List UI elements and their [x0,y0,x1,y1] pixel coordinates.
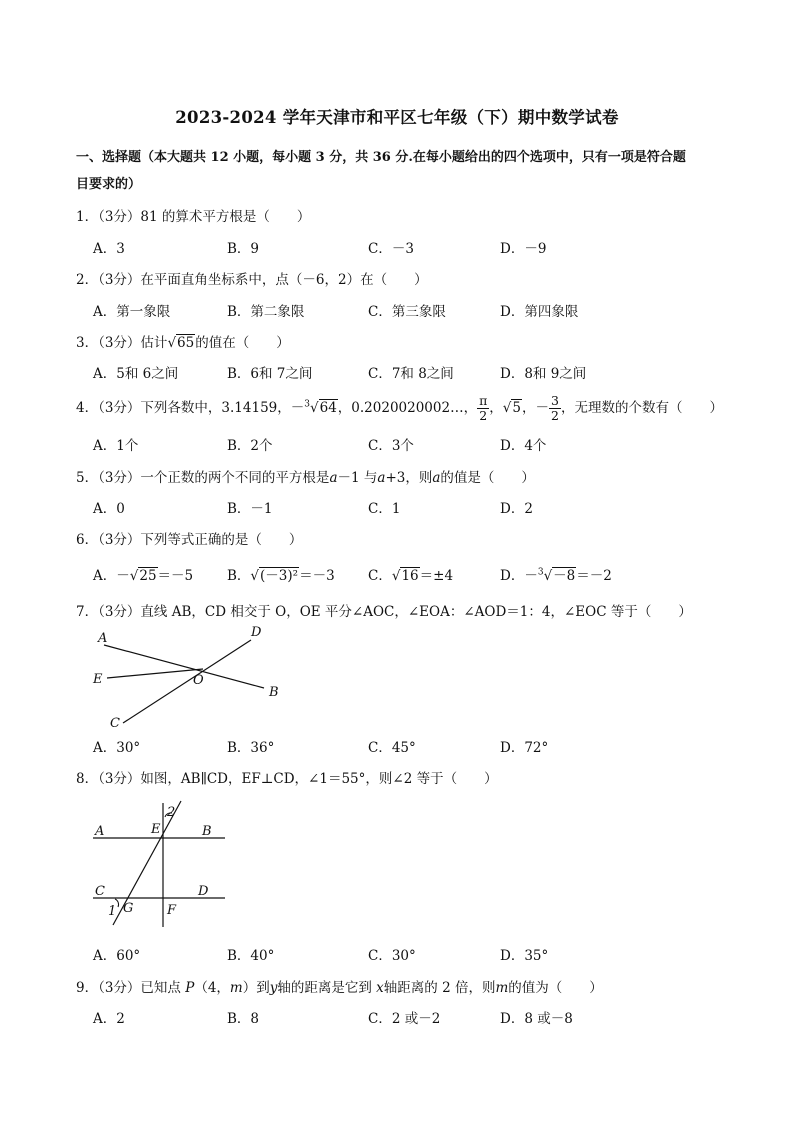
q5-option-b[interactable]: B．－1 [227,501,273,517]
q7-option-b[interactable]: B．36° [227,740,275,756]
fraction-denominator: 2 [551,408,559,423]
sqrt-symbol: √(－3)² [250,568,299,584]
pi-denominator: 2 [479,408,488,423]
q8-option-a[interactable]: A．60° [93,948,141,964]
label-f: F [167,903,177,918]
question-1-options [93,237,713,257]
label-c: C [95,884,105,899]
q5-option-d[interactable]: D．2 [500,501,533,517]
label-e: E [151,822,161,837]
q9-var-x: x [376,980,384,996]
sqrt-symbol: √5 [502,400,521,416]
q9-var-m: m [229,980,243,996]
q6-d-radicand: －8 [553,568,576,584]
q3-option-d[interactable]: D．8和 9之间 [500,366,587,382]
q7-option-a[interactable]: A．30° [93,740,141,756]
label-e: E [93,672,103,687]
question-7-options [93,736,713,756]
q4-minus: ，－ [522,400,549,416]
q4-stem-pre: 4．（3分）下列各数中，3.14159，－ [76,400,305,416]
section-line-2: 目要求的） [76,177,142,192]
q5-option-a[interactable]: A．0 [93,501,125,517]
label-angle-2: 2 [167,805,176,820]
q5-var-a: a [329,470,338,486]
label-c: C [110,716,120,731]
line-cd [123,640,251,723]
question-4-options [93,434,713,454]
q4-stem-post: ，无理数的个数有（ ） [560,400,723,416]
question-2-options [93,300,713,320]
question-8-stem: 8．（3分）如图，AB∥CD，EF⊥CD，∠1＝55°，则∠2 等于（ ） [76,771,498,787]
label-a: A [95,824,105,839]
fraction-3-2 [549,394,561,423]
label-g: G [123,901,134,916]
q3-option-b[interactable]: B．6和 7之间 [227,366,313,382]
question-2-stem: 2．（3分）在平面直角坐标系中，点（－6，2）在（ ） [76,272,428,288]
q3-stem-pre: 3．（3分）估计 [76,335,168,351]
question-1-stem: 1．（3分）81 的算术平方根是（ ） [76,209,311,225]
q3-option-a[interactable]: A．5和 6之间 [93,366,179,382]
q5-var-a: a [377,470,386,486]
q4-option-d[interactable]: D．4个 [500,438,547,454]
label-d: D [251,625,262,640]
q5-var-a: a [432,470,441,486]
q4-root-index: 3 [304,399,310,410]
pi-fraction [477,394,489,423]
question-6-stem: 6．（3分）下列等式正确的是（ ） [76,532,303,548]
sqrt-symbol: √65 [167,335,195,351]
fraction-numerator: 3 [551,393,559,408]
q6-d-post: ＝－2 [576,568,612,584]
question-6-options [93,564,713,584]
q6-a-post: ＝－5 [157,568,194,584]
q1-option-c[interactable]: C．－3 [368,241,414,257]
q4-sep: ， [489,400,503,416]
question-9-stem [76,976,603,996]
q1-option-d[interactable]: D．－9 [500,241,547,257]
label-b: B [202,824,212,839]
q4-radicand-2: 5 [512,400,521,416]
q6-a-radicand: 25 [139,568,157,584]
label-o: O [193,673,204,688]
q9-stem-pre: 9．（3分）已知点 [76,980,181,996]
q6-a-pre: A．－ [93,568,130,584]
cube-root-symbol: √－8 [543,568,576,584]
question-5-stem [76,466,535,486]
q7-figure [85,620,295,732]
question-3-stem [76,331,290,351]
question-8-options [93,944,713,964]
label-d: D [198,884,209,899]
q9-point-p: P [185,980,195,996]
q9-stem-mid: 轴的距离是它到 [277,980,372,996]
q6-c-pre: C． [368,568,392,584]
question-5-options [93,497,713,517]
q6-b-pre: B． [227,568,251,584]
q4-stem-mid: ，0.2020020002…， [337,400,478,416]
ray-oe [107,669,203,678]
q8-option-b[interactable]: B．40° [227,948,275,964]
section-header [76,144,726,198]
q4-option-a[interactable]: A．1个 [93,438,139,454]
q4-option-c[interactable]: C．3个 [368,438,414,454]
q6-d-root-index: 3 [537,567,544,578]
sqrt-symbol: √16 [391,568,419,584]
q1-option-a[interactable]: A．3 [93,241,125,257]
cube-root-symbol: √64 [310,400,337,416]
label-a: A [98,631,108,646]
q6-c-radicand: 16 [401,568,419,584]
page-title: 2023-2024 学年天津市和平区七年级（下）期中数学试卷 [175,108,619,127]
question-4-stem [76,394,723,423]
q3-stem-post: 的值在（ ） [195,335,290,351]
q9-var-y: y [269,980,278,996]
q6-option-d[interactable] [500,564,612,584]
q2-option-a[interactable]: A．第一象限 [93,304,171,320]
q9-option-d[interactable]: D．8 或－8 [500,1011,573,1027]
q8-figure [85,795,235,935]
sqrt-symbol: √25 [129,568,157,584]
pi-numerator: π [479,393,488,408]
section-line-1: 一、选择题（本大题共 12 小题，每小题 3 分，共 36 分.在每小题给出的四个选项中，只有一项是符合题 [76,150,686,165]
q2-option-c[interactable]: C．第三象限 [368,304,446,320]
label-angle-1: 1 [108,904,117,919]
q5-stem-mid2: +3，则 [385,470,433,486]
q2-option-b[interactable]: B．第二象限 [227,304,305,320]
q3-option-c[interactable]: C．7和 8之间 [368,366,454,382]
q7-option-d[interactable]: D．72° [500,740,549,756]
q5-option-c[interactable]: C．1 [368,501,401,517]
q6-b-radicand: (－3)² [260,568,299,584]
q6-c-post: ＝±4 [419,568,454,584]
q6-option-c[interactable] [368,564,453,584]
q7-option-c[interactable]: C．45° [368,740,416,756]
q5-stem-pre: 5．（3分）一个正数的两个不同的平方根是 [76,470,330,486]
q5-stem-post: 的值是（ ） [440,470,535,486]
q9-coord-post: ）到 [242,980,270,996]
q9-stem-mid2: 轴距离的 2 倍，则 [383,980,496,996]
q9-stem-post: 的值为（ ） [508,980,603,996]
q6-option-a[interactable] [93,564,193,584]
q1-option-b[interactable]: B．9 [227,241,260,257]
q9-option-a[interactable]: A．2 [93,1011,125,1027]
q6-option-b[interactable] [227,564,335,584]
q8-option-d[interactable]: D．35° [500,948,549,964]
q4-radicand-1: 64 [319,400,337,416]
question-7-stem: 7．（3分）直线 AB，CD 相交于 O，OE 平分∠AOC，∠EOA：∠AOD＝1：4，∠EOC 等于（ ） [76,604,692,620]
q8-option-c[interactable]: C．30° [368,948,416,964]
q6-b-post: ＝－3 [299,568,335,584]
q4-option-b[interactable]: B．2个 [227,438,273,454]
q2-option-d[interactable]: D．第四象限 [500,304,579,320]
line-ab [104,645,264,688]
q9-option-b[interactable]: B．8 [227,1011,260,1027]
label-b: B [269,685,279,700]
q9-coord-pre: （4， [194,980,230,996]
q3-radicand: 65 [177,335,195,351]
q6-d-pre: D．－ [500,568,538,584]
question-9-options [93,1007,713,1027]
q9-option-c[interactable]: C．2 或－2 [368,1011,441,1027]
question-3-options [93,362,713,382]
q9-var-m: m [495,980,509,996]
q5-stem-mid1: －1 与 [337,470,378,486]
